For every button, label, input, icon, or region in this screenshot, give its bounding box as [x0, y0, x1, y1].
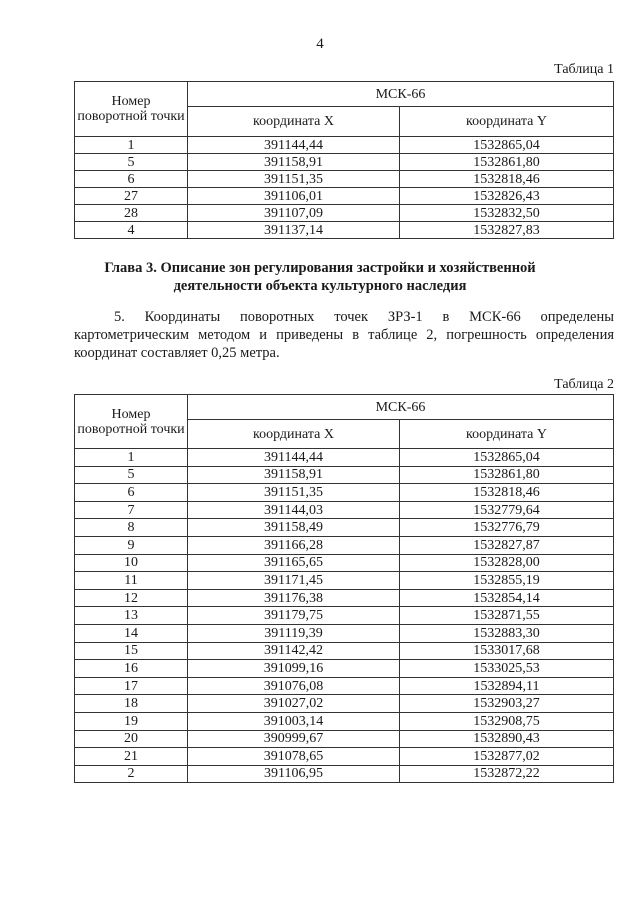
table-row: [75, 712, 614, 730]
table-row: [75, 642, 614, 660]
table-row: [75, 554, 614, 572]
x-coordinate-cell: 391179,75: [188, 607, 400, 625]
table2: [74, 394, 614, 783]
x-coordinate-cell: 391027,02: [188, 695, 400, 713]
chapter-heading: Глава 3. Описание зон регулирования застройки и хозяйственной деятельности объекта культурного наследия: [104, 260, 536, 294]
y-coordinate-cell: 1532827,87: [400, 536, 614, 554]
y-coordinate-cell: 1533025,53: [400, 660, 614, 678]
y-coordinate-cell: 1532818,46: [400, 484, 614, 502]
table-row: [75, 748, 614, 766]
header-coordinate-system: МСК-66: [188, 82, 614, 107]
point-number-cell: 17: [75, 677, 188, 695]
table-row: [75, 765, 614, 783]
x-coordinate-cell: 391151,35: [188, 171, 400, 188]
table-row: [75, 154, 614, 171]
table-row: [75, 449, 614, 467]
point-number-cell: 11: [75, 572, 188, 590]
y-coordinate-cell: 1532827,83: [400, 222, 614, 239]
table-row: [75, 519, 614, 537]
y-coordinate-cell: 1532776,79: [400, 519, 614, 537]
point-number-cell: 1: [75, 449, 188, 467]
point-number-cell: 5: [75, 466, 188, 484]
point-number-cell: 10: [75, 554, 188, 572]
point-number-cell: 5: [75, 154, 188, 171]
point-number-cell: 7: [75, 501, 188, 519]
table2-caption: Таблица 2: [554, 377, 614, 392]
x-coordinate-cell: 391144,44: [188, 449, 400, 467]
y-coordinate-cell: 1532871,55: [400, 607, 614, 625]
point-number-cell: 18: [75, 695, 188, 713]
table-row: [75, 607, 614, 625]
x-coordinate-cell: 390999,67: [188, 730, 400, 748]
header-x: координата X: [188, 420, 400, 449]
x-coordinate-cell: 391151,35: [188, 484, 400, 502]
point-number-cell: 2: [75, 765, 188, 783]
point-number-cell: 21: [75, 748, 188, 766]
table-row: [75, 624, 614, 642]
point-number-cell: 6: [75, 171, 188, 188]
table-row: [75, 695, 614, 713]
point-number-cell: 8: [75, 519, 188, 537]
x-coordinate-cell: 391137,14: [188, 222, 400, 239]
x-coordinate-cell: 391176,38: [188, 589, 400, 607]
x-coordinate-cell: 391158,91: [188, 154, 400, 171]
table-row: [75, 188, 614, 205]
y-coordinate-cell: 1532826,43: [400, 188, 614, 205]
point-number-cell: 13: [75, 607, 188, 625]
y-coordinate-cell: 1532832,50: [400, 205, 614, 222]
table-row: [75, 677, 614, 695]
point-number-cell: 15: [75, 642, 188, 660]
point-number-cell: 19: [75, 712, 188, 730]
table-row: [75, 501, 614, 519]
point-number-cell: 16: [75, 660, 188, 678]
header-y: координата Y: [400, 420, 614, 449]
header-point-number: Номер поворотной точки: [75, 82, 188, 137]
table-row: [75, 137, 614, 154]
table-row: [75, 589, 614, 607]
header-coordinate-system: МСК-66: [188, 395, 614, 420]
y-coordinate-cell: 1532854,14: [400, 589, 614, 607]
y-coordinate-cell: 1532883,30: [400, 624, 614, 642]
point-number-cell: 12: [75, 589, 188, 607]
x-coordinate-cell: 391078,65: [188, 748, 400, 766]
x-coordinate-cell: 391158,91: [188, 466, 400, 484]
y-coordinate-cell: 1532877,02: [400, 748, 614, 766]
table-row: [75, 466, 614, 484]
x-coordinate-cell: 391106,95: [188, 765, 400, 783]
y-coordinate-cell: 1532865,04: [400, 449, 614, 467]
point-number-cell: 27: [75, 188, 188, 205]
table1-caption: Таблица 1: [554, 62, 614, 77]
x-coordinate-cell: 391166,28: [188, 536, 400, 554]
y-coordinate-cell: 1532890,43: [400, 730, 614, 748]
point-number-cell: 20: [75, 730, 188, 748]
x-coordinate-cell: 391003,14: [188, 712, 400, 730]
x-coordinate-cell: 391171,45: [188, 572, 400, 590]
x-coordinate-cell: 391099,16: [188, 660, 400, 678]
x-coordinate-cell: 391165,65: [188, 554, 400, 572]
header-x: координата X: [188, 107, 400, 137]
x-coordinate-cell: 391076,08: [188, 677, 400, 695]
point-number-cell: 9: [75, 536, 188, 554]
y-coordinate-cell: 1532779,64: [400, 501, 614, 519]
point-number-cell: 14: [75, 624, 188, 642]
y-coordinate-cell: 1532865,04: [400, 137, 614, 154]
point-number-cell: 6: [75, 484, 188, 502]
x-coordinate-cell: 391142,42: [188, 642, 400, 660]
table-row: [75, 171, 614, 188]
x-coordinate-cell: 391119,39: [188, 624, 400, 642]
table-row: [75, 536, 614, 554]
y-coordinate-cell: 1532908,75: [400, 712, 614, 730]
table-row: [75, 572, 614, 590]
table-row: [75, 660, 614, 678]
table1: [74, 81, 614, 239]
y-coordinate-cell: 1533017,68: [400, 642, 614, 660]
body-paragraph: 5. Координаты поворотных точек ЗРЗ-1 в МСК-66 определены картометрическим методом и приведены в таблице 2, погрешность определения координат составляет 0,25 метра.: [74, 309, 614, 361]
y-coordinate-cell: 1532903,27: [400, 695, 614, 713]
point-number-cell: 1: [75, 137, 188, 154]
x-coordinate-cell: 391144,44: [188, 137, 400, 154]
x-coordinate-cell: 391144,03: [188, 501, 400, 519]
y-coordinate-cell: 1532818,46: [400, 171, 614, 188]
table-row: [75, 205, 614, 222]
x-coordinate-cell: 391158,49: [188, 519, 400, 537]
header-y: координата Y: [400, 107, 614, 137]
y-coordinate-cell: 1532861,80: [400, 154, 614, 171]
header-point-number: Номер поворотной точки: [75, 395, 188, 449]
table-row: [75, 222, 614, 239]
page-number: 4: [316, 36, 324, 52]
y-coordinate-cell: 1532861,80: [400, 466, 614, 484]
x-coordinate-cell: 391106,01: [188, 188, 400, 205]
y-coordinate-cell: 1532872,22: [400, 765, 614, 783]
table-row: [75, 730, 614, 748]
point-number-cell: 28: [75, 205, 188, 222]
y-coordinate-cell: 1532828,00: [400, 554, 614, 572]
y-coordinate-cell: 1532855,19: [400, 572, 614, 590]
table-row: [75, 484, 614, 502]
x-coordinate-cell: 391107,09: [188, 205, 400, 222]
point-number-cell: 4: [75, 222, 188, 239]
y-coordinate-cell: 1532894,11: [400, 677, 614, 695]
